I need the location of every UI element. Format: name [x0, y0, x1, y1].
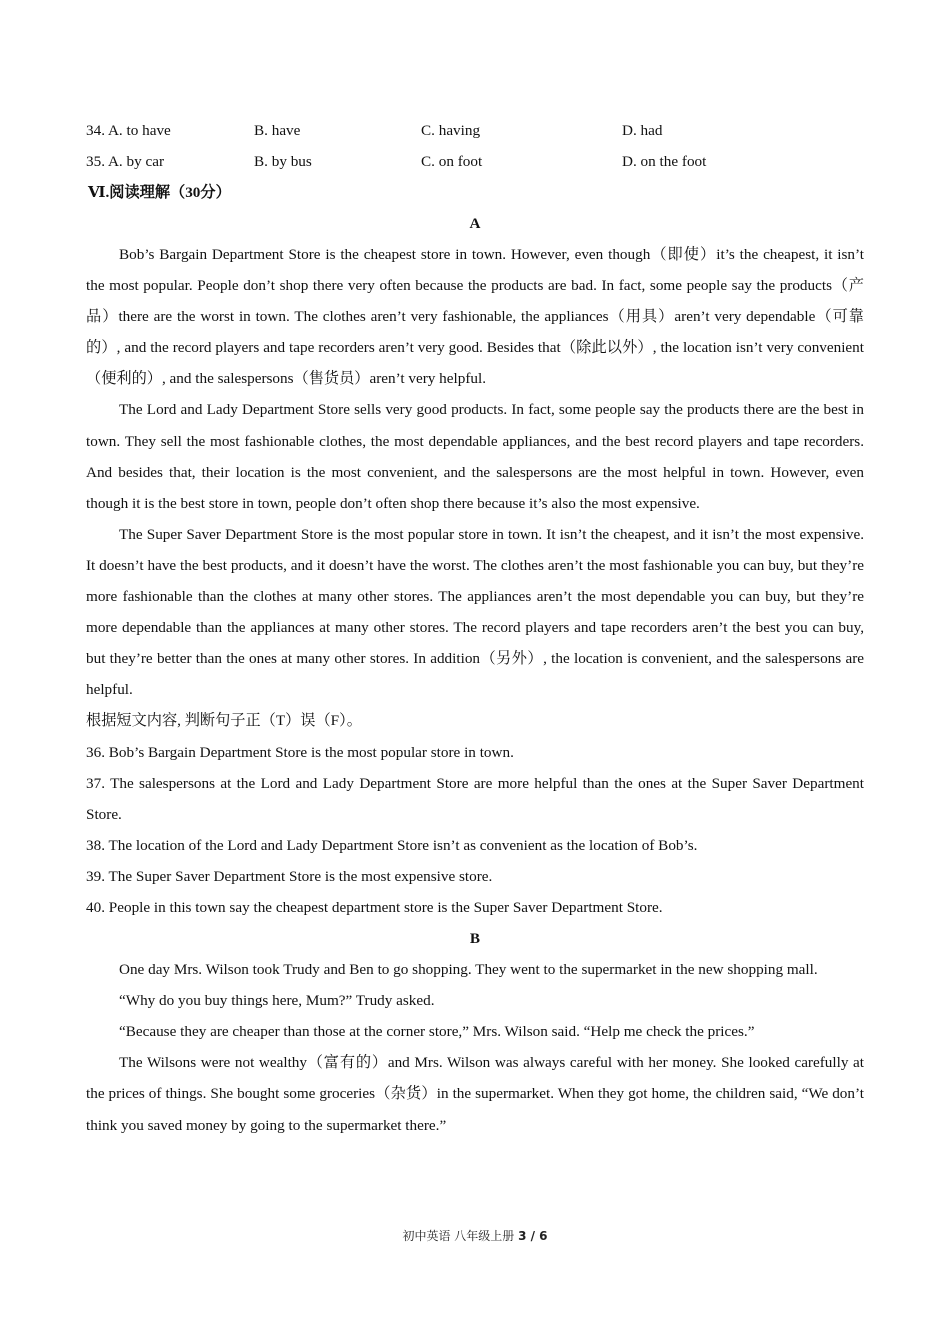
option-b: B. by bus — [254, 153, 312, 170]
option-a: 34. A. to have — [86, 122, 171, 139]
option-c: C. having — [421, 122, 481, 139]
option-d: D. on the foot — [622, 153, 707, 170]
statement-38: 38. The location of the Lord and Lady Department Store isn’t as convenient as the location of Bob’s. — [86, 836, 698, 854]
passage-b-paragraph: “Why do you buy things here, Mum?” Trudy asked. — [119, 992, 435, 1010]
passage-b-paragraph: “Because they are cheaper than those at the corner store,” Mrs. Wilson said. “Help me check the prices.” — [119, 1023, 755, 1041]
page-footer — [0, 1227, 950, 1244]
passage-b-paragraph: One day Mrs. Wilson took Trudy and Ben to go shopping. They went to the supermarket in the new shopping mall. — [119, 961, 818, 979]
document-page — [86, 115, 864, 1141]
statement-36: 36. Bob’s Bargain Department Store is the most popular store in town. — [86, 743, 514, 761]
page-number: 3 / 6 — [518, 1229, 548, 1243]
section-heading: Ⅵ.阅读理解（30分） — [88, 184, 231, 201]
passage-a-paragraph: Bob’s Bargain Department Store is the cheapest store in town. However, even though（即使）it’s the cheapest, it isn’t the most popular. People don’t shop there very often because the products are bad. In fact, some people say the products（产品）there are the worst in town. The clothes aren’t very fashionable, the appliances（用具）aren’t very dependable（可靠的）, and the record players and tape recorders aren’t very good. Besides that（除此以外）, the location isn’t very convenient（便利的）, and the salespersons（售货员）aren’t very helpful. — [86, 246, 864, 388]
option-d: D. had — [622, 122, 663, 139]
passage-a-label: A — [469, 215, 481, 232]
footer-course: 初中英语 八年级上册 — [402, 1229, 519, 1243]
option-b: B. have — [254, 122, 301, 139]
option-c: C. on foot — [421, 153, 483, 170]
statement-37: 37. The salespersons at the Lord and Lady Department Store are more helpful than the ones at the Super Saver Department Store. — [86, 774, 864, 823]
passage-b-label: B — [469, 930, 481, 948]
passage-a-paragraph: The Super Saver Department Store is the most popular store in town. It isn’t the cheapest, and it isn’t the most expensive. It doesn’t have the best products, and it doesn’t have the worst. The clothes aren’t the most fashionable you can buy, but they’re more fashionable than the clothes at many other stores. The appliances aren’t the most dependable you can buy, but they’re more dependable than the appliances at many other stores. The record players and tape recorders aren’t the best you can buy, but they’re better than the ones at many other stores. In addition（另外）, the location is convenient, and the salespersons are helpful. — [86, 525, 864, 699]
option-a: 35. A. by car — [86, 153, 165, 170]
passage-a-paragraph: The Lord and Lady Department Store sells very good products. In fact, some people say the products there are the best in town. They sell the most fashionable clothes, the most dependable appliances, and the best record players and tape recorders. And besides that, their location is the most convenient, and the salespersons are the most helpful in town. However, even though it is the best store in town, people don’t often shop there because it’s also the most expensive. — [86, 401, 864, 512]
question-35-options — [86, 146, 864, 177]
statement-39: 39. The Super Saver Department Store is the most expensive store. — [86, 867, 493, 885]
statement-40: 40. People in this town say the cheapest department store is the Super Saver Department Store. — [86, 898, 663, 916]
passage-b-paragraph: The Wilsons were not wealthy（富有的）and Mrs. Wilson was always careful with her money. She looked carefully at the prices of things. She bought some groceries（杂货）in the supermarket. When they got home, the children said, “We don’t think you saved money by going to the supermarket there.” — [86, 1054, 864, 1134]
question-34-options — [86, 115, 864, 146]
instruction: 根据短文内容, 判断句子正（T）误（F）。 — [86, 712, 362, 730]
